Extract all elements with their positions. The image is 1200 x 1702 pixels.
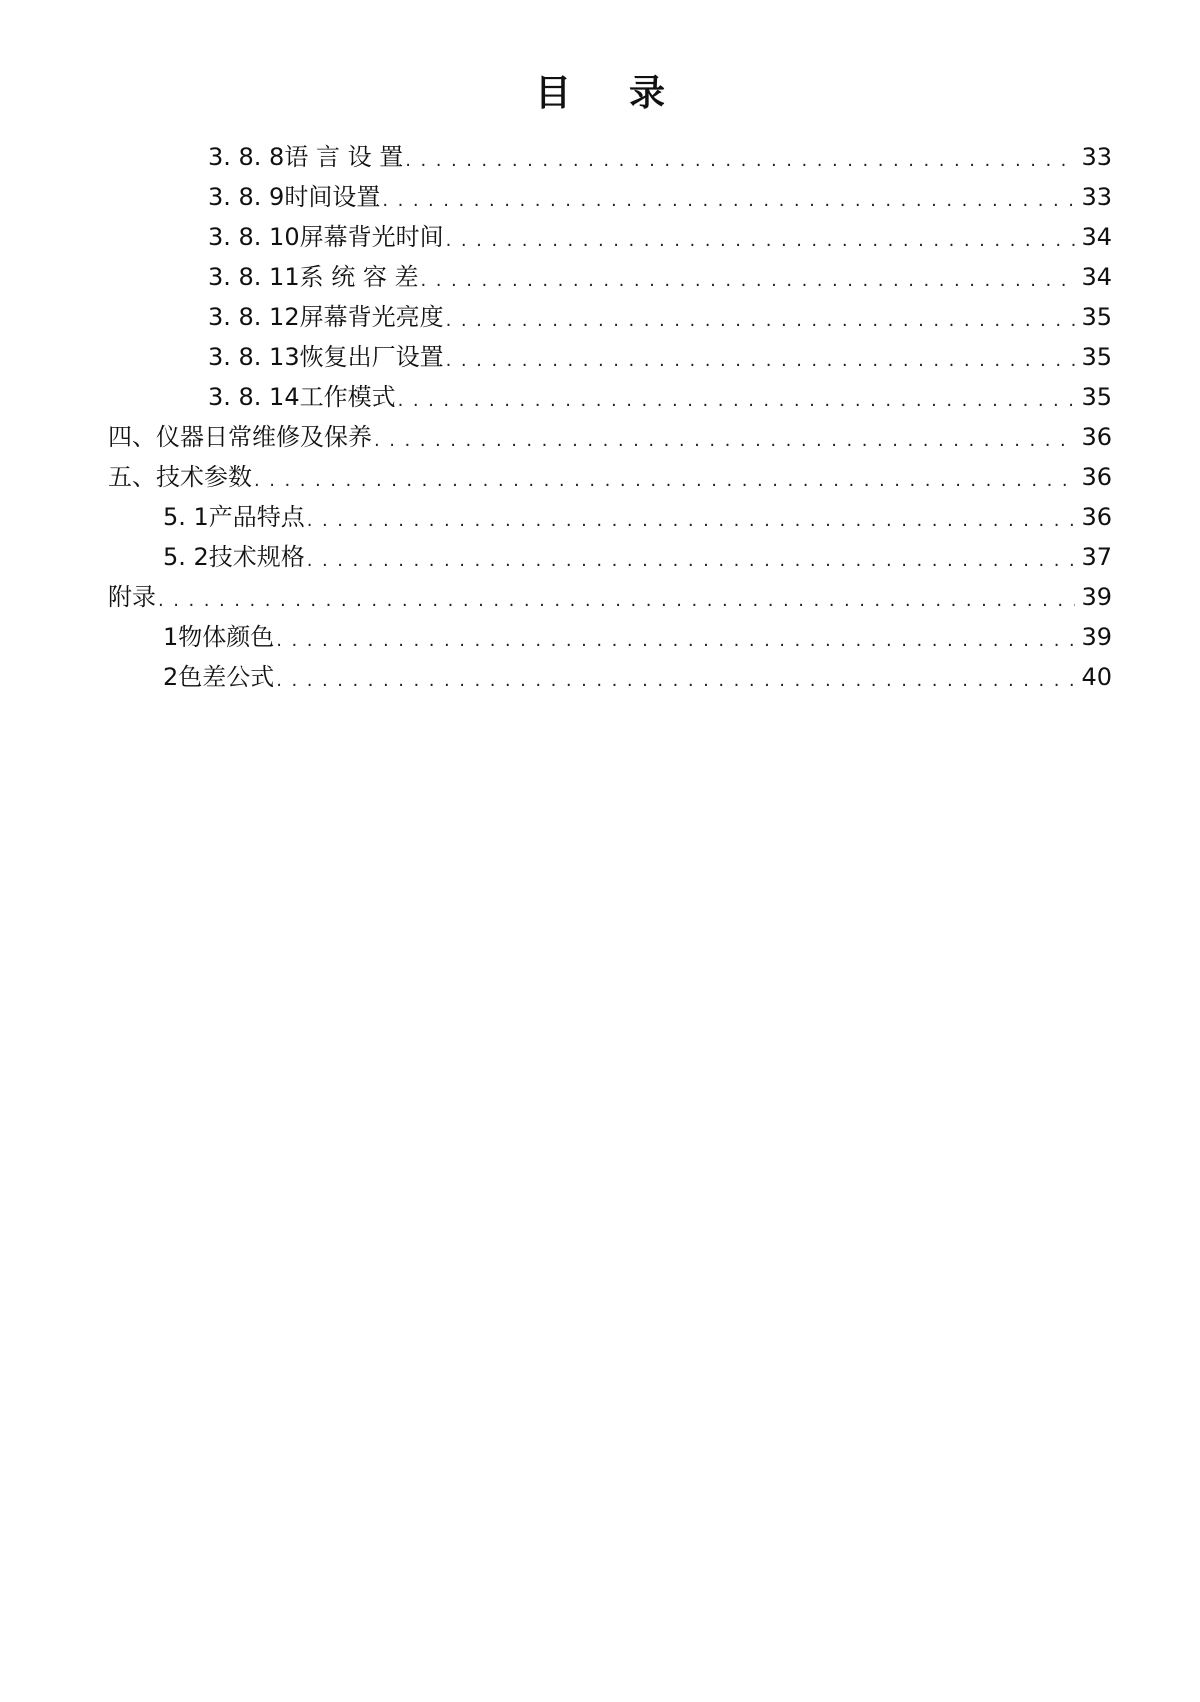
toc-entry-label: 3. 8. 9时间设置 [208,183,381,211]
toc-entry[interactable] [108,573,1112,613]
page-title-part2: 录 [629,73,666,114]
toc-entry-label: 1物体颜色 [163,623,275,651]
toc-entry-page-number: 37 [1081,543,1112,571]
toc-entry[interactable] [208,173,1112,213]
toc-entry[interactable] [163,533,1112,573]
toc-dot-leader [307,541,1076,573]
toc-entry-label: 3. 8. 12屏幕背光亮度 [208,303,444,331]
toc-entry-page-number: 36 [1081,423,1112,451]
toc-entry[interactable] [208,333,1112,373]
toc-dot-leader [254,461,1075,493]
toc-dot-leader [158,581,1075,613]
toc-dot-leader [374,421,1075,453]
toc-dot-leader [382,181,1075,213]
toc-dot-leader [420,261,1075,293]
toc-dot-leader [405,141,1075,173]
toc-dot-leader [276,621,1075,653]
toc-dot-leader [276,661,1075,693]
toc-entry-page-number: 39 [1081,583,1112,611]
toc-entry-label: 5. 2技术规格 [163,543,305,571]
toc-entry[interactable] [108,453,1112,493]
toc-entry-label: 3. 8. 14工作模式 [208,383,396,411]
toc-entry-label: 3. 8. 8语 言 设 置 [208,143,404,171]
toc-entry[interactable] [108,413,1112,453]
toc-entry-page-number: 35 [1081,343,1112,371]
toc-entry-page-number: 40 [1081,663,1112,691]
toc-entry[interactable] [163,613,1112,653]
toc-entry-page-number: 36 [1081,463,1112,491]
toc-entry-label: 3. 8. 13恢复出厂设置 [208,343,444,371]
toc-entry-label: 四、仪器日常维修及保养 [108,423,372,451]
toc-entry-label: 3. 8. 11系 统 容 差 [208,263,419,291]
toc-entry-page-number: 39 [1081,623,1112,651]
toc-entry-page-number: 34 [1081,223,1112,251]
toc-entry-page-number: 34 [1081,263,1112,291]
page-title-part1: 目 [534,73,571,114]
toc-entry[interactable] [208,373,1112,413]
page-title [0,70,1200,118]
toc-entry[interactable] [208,253,1112,293]
toc-entry-page-number: 35 [1081,383,1112,411]
toc-entry-label: 5. 1产品特点 [163,503,305,531]
toc-dot-leader [446,301,1076,333]
toc-entry[interactable] [208,213,1112,253]
toc-dot-leader [446,221,1076,253]
toc-dot-leader [307,501,1076,533]
toc-entry-page-number: 36 [1081,503,1112,531]
toc-dot-leader [446,341,1076,373]
toc-dot-leader [398,381,1076,413]
toc-entry[interactable] [163,493,1112,533]
toc-entry-page-number: 33 [1081,183,1112,211]
toc-entry-page-number: 35 [1081,303,1112,331]
toc-entry-label: 2色差公式 [163,663,275,691]
toc-entry[interactable] [208,133,1112,173]
toc-entry[interactable] [208,293,1112,333]
toc-entry-label: 3. 8. 10屏幕背光时间 [208,223,444,251]
toc-entry-page-number: 33 [1081,143,1112,171]
toc-entry[interactable] [163,653,1112,693]
toc-entry-label: 附录 [108,583,156,611]
toc-entry-label: 五、技术参数 [108,463,252,491]
